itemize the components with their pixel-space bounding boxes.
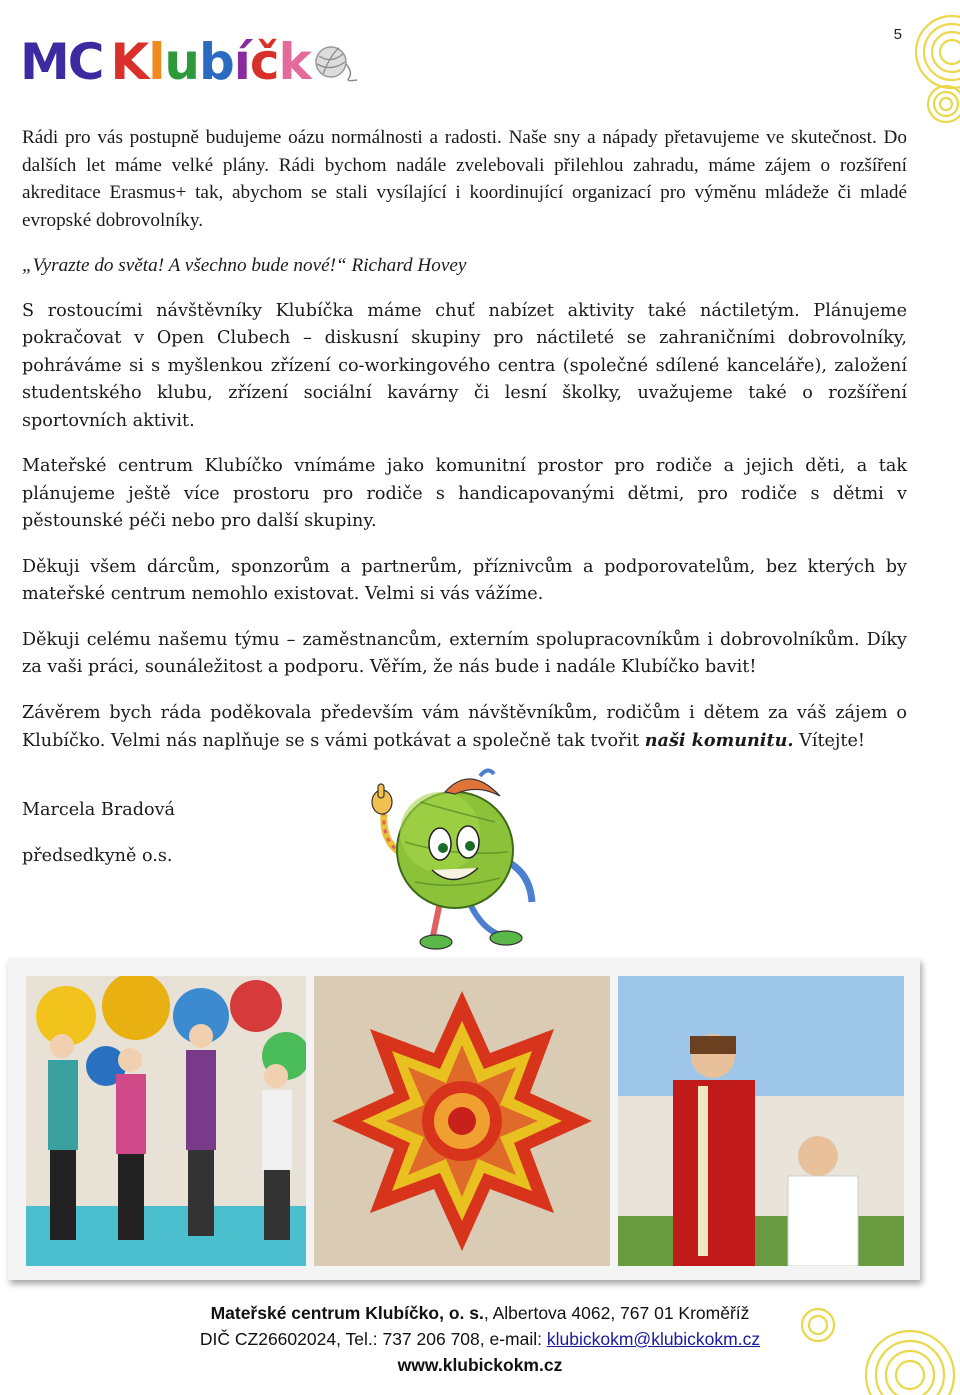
footer-line-contact	[0, 1326, 960, 1352]
signature-name: Marcela Bradová	[22, 800, 176, 820]
photo-boys-in-costume	[618, 976, 904, 1266]
main-content	[22, 124, 907, 774]
footer-line-web	[0, 1352, 960, 1378]
paragraph-closing	[22, 700, 907, 756]
paragraph-thanks-team: Děkuji celému našemu týmu – zaměstnancům, externím spolupracovníkům i dobrovolníkům. Díky za vaši práci, sounáležitost a podporu. Věřím, že nás bude i nadále Klubíčko bavit!	[22, 629, 907, 677]
photo-sand-mandala	[314, 976, 610, 1266]
quote-richard-hovey: „Vyrazte do světa! A všechno bude nové!“ Richard Hovey	[22, 255, 467, 276]
klubicko-mascot-illustration	[360, 762, 550, 952]
photo-collage	[8, 958, 920, 1280]
paragraph-thanks-donors: Děkuji všem dárcům, sponzorům a partnerům, příznivcům a podporovatelům, bez kterých by mateřské centrum nemohlo existovat. Velmi si vás vážíme.	[22, 556, 907, 604]
footer-web-link[interactable]: www.klubickokm.cz	[397, 1355, 563, 1375]
paragraph-plans: Rádi pro vás postupně budujeme oázu normálnosti a radosti. Naše sny a nápady přetavujeme ve skutečnost. Do dalších let máme velké plány. Rádi bychom nadále zvelebovali přilehlou zahradu, máme zájem o rozšíření akreditace Erasmus+ tak, abychom se stali vysílající i koordinující organizací pro výměnu mládeže či mladé evropské dobrovolníky.	[22, 127, 907, 231]
footer-address: , Albertova 4062, 767 01 Kroměříž	[483, 1303, 750, 1323]
mc-klubicko-logo	[20, 22, 359, 92]
yarn-ball-icon	[313, 44, 359, 82]
closing-end-text: Vítejte!	[793, 731, 865, 751]
footer-email-link[interactable]: klubickokm@klubickokm.cz	[546, 1329, 761, 1349]
paragraph-teenagers: S rostoucími návštěvníky Klubíčka máme chuť nabízet aktivity také náctiletým. Plánujeme pokračovat v Open Clubech – diskusní skupiny pro náctileté se zahraničními dobrovolníky, pohráváme si s myšlenkou zřízení co-workingového centra (společné sdílené kanceláře), založení studentského klubu, zřízení sociální kavárny či lesní školky, uvažujeme také o rozšíření sportovních aktivit.	[22, 300, 907, 431]
closing-bold-text: naši komunitu.	[644, 730, 794, 751]
signature-role: předsedkyně o.s.	[22, 846, 173, 866]
footer-line-address	[0, 1300, 960, 1326]
closing-text: Závěrem bych ráda poděkovala především vám návštěvníkům, rodičům i dětem za váš zájem o Klubíčko. Velmi nás naplňuje se s vámi potkávat a společně tak tvořit	[22, 702, 907, 751]
footer-org-name: Mateřské centrum Klubíčko, o. s.	[210, 1303, 484, 1323]
logo-mc-text: MC	[20, 33, 103, 91]
paragraph-community: Mateřské centrum Klubíčko vnímáme jako komunitní prostor pro rodiče a jejich děti, a tak plánujeme ještě více prostoru pro rodiče s handicapovanými dětmi, pro rodiče s dětmi v pěstounské péči nebo pro další skupiny.	[22, 456, 907, 531]
page-number: 5	[893, 26, 902, 43]
photo-mothers-with-babies	[26, 976, 306, 1266]
swirl-decoration-icon	[870, 0, 960, 130]
footer-dic: DIČ CZ26602024	[199, 1329, 337, 1349]
footer-phone: , Tel.: 737 206 708, e-mail:	[336, 1329, 547, 1349]
footer-contact	[0, 1300, 960, 1378]
logo-klubicko-text: Klubíčk	[110, 33, 311, 91]
